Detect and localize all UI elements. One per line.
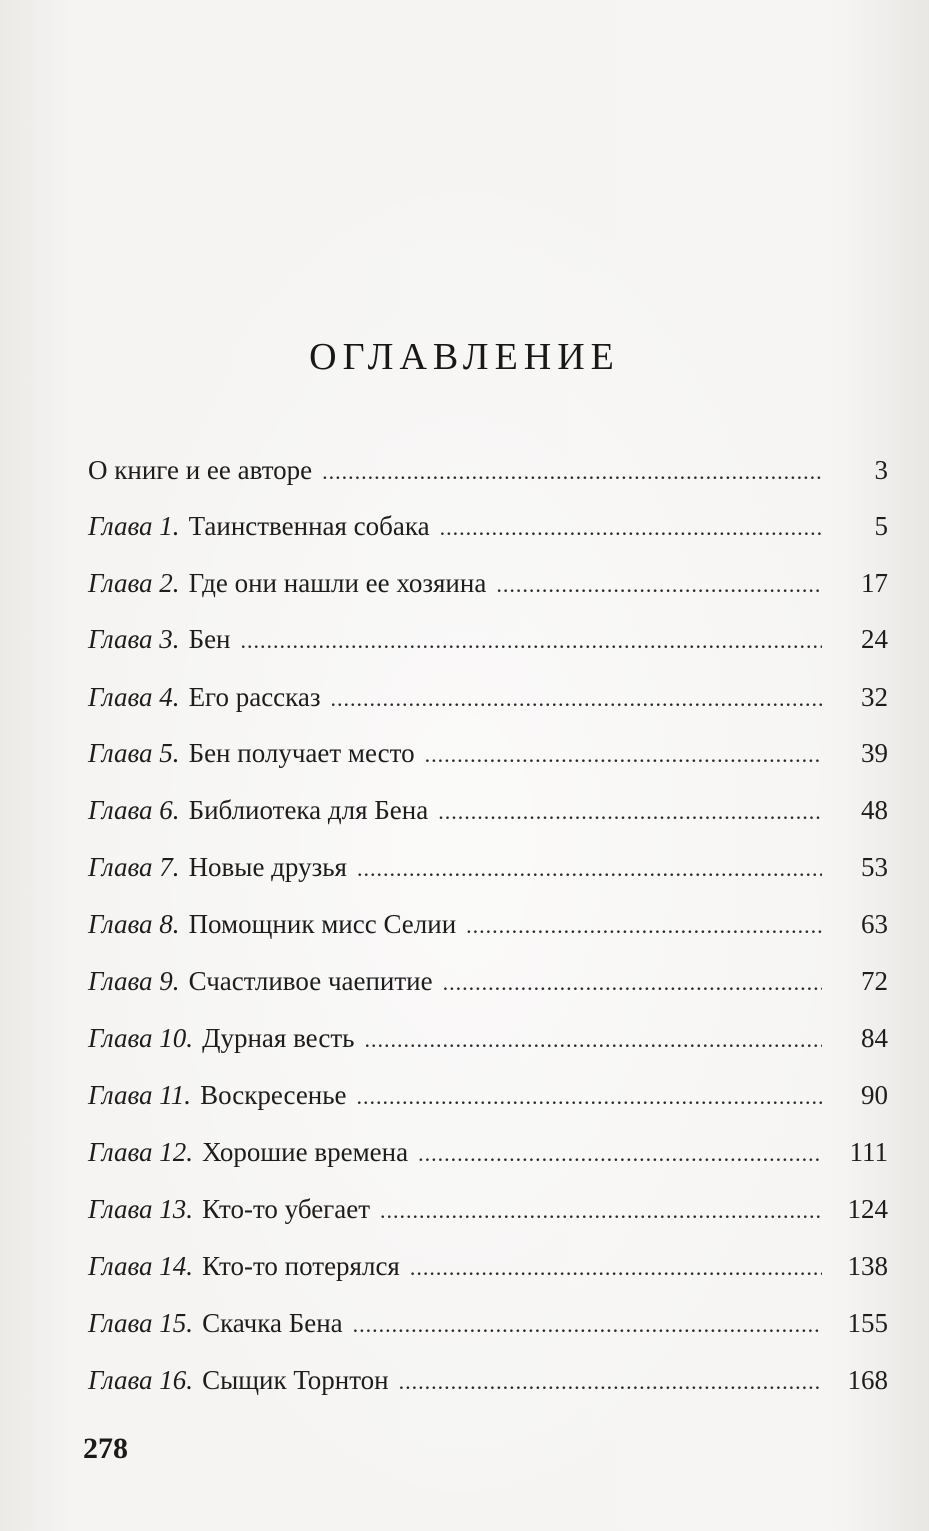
chapter-title: Бен: [188, 624, 231, 654]
dot-leader: [440, 508, 822, 548]
chapter-page-number: 168: [847, 1365, 888, 1395]
dot-leader: [496, 565, 822, 605]
dot-leader: [331, 679, 822, 719]
chapter-page-number: 138: [847, 1251, 888, 1281]
chapter-label: Глава 10.: [88, 1023, 194, 1053]
chapter-label: Глава 7.: [88, 852, 180, 882]
chapter-label: Глава 12.: [88, 1137, 194, 1167]
dot-leader: [418, 1134, 822, 1174]
chapter-page-number: 24: [861, 624, 888, 654]
chapter-page-number: 39: [861, 738, 888, 768]
chapter-title: Скачка Бена: [202, 1308, 343, 1338]
toc-entry: [88, 1075, 888, 1115]
chapter-title: Его рассказ: [188, 682, 321, 712]
toc-entry: [88, 961, 888, 1001]
toc-entry: [88, 1018, 888, 1058]
chapter-title: О книге и ее авторе: [88, 455, 313, 485]
chapter-label: Глава 8.: [88, 909, 180, 939]
chapter-title: Воскресенье: [200, 1080, 347, 1110]
dot-leader: [438, 792, 822, 832]
chapter-label: Глава 6.: [88, 795, 180, 825]
chapter-page-number: 155: [847, 1308, 888, 1338]
toc-entry: [88, 733, 888, 773]
chapter-title: Кто-то убегает: [202, 1194, 371, 1224]
chapter-title: Кто-то потерялся: [202, 1251, 400, 1281]
chapter-title: Библиотека для Бена: [188, 795, 429, 825]
toc-entry: [88, 1303, 888, 1343]
toc-entry: [88, 904, 888, 944]
dot-leader: [399, 1362, 822, 1402]
chapter-page-number: 5: [874, 511, 888, 541]
chapter-label: Глава 14.: [88, 1251, 194, 1281]
chapter-label: Глава 9.: [88, 966, 180, 996]
chapter-title: Где они нашли ее хозяина: [188, 568, 487, 598]
chapter-page-number: 63: [861, 909, 888, 939]
toc-entry: [88, 1189, 888, 1229]
chapter-label: Глава 4.: [88, 682, 180, 712]
chapter-label: Глава 16.: [88, 1365, 194, 1395]
toc-entry: [88, 677, 888, 717]
chapter-page-number: 17: [861, 568, 888, 598]
chapter-title: Помощник мисс Селии: [188, 909, 457, 939]
chapter-label: Глава 2.: [88, 568, 180, 598]
chapter-title: Бен получает место: [188, 738, 415, 768]
dot-leader: [357, 849, 822, 889]
chapter-label: Глава 1.: [88, 511, 180, 541]
chapter-label: Глава 11.: [88, 1080, 192, 1110]
toc-entry: [88, 506, 888, 546]
toc-entry: [88, 450, 888, 490]
toc-entry: [88, 1132, 888, 1172]
toc-entry: [88, 847, 888, 887]
chapter-page-number: 32: [861, 682, 888, 712]
chapter-title: Новые друзья: [188, 852, 347, 882]
dot-leader: [443, 963, 822, 1003]
chapter-label: Глава 5.: [88, 738, 180, 768]
chapter-title: Хорошие времена: [202, 1137, 409, 1167]
chapter-page-number: 111: [849, 1137, 888, 1167]
dot-leader: [353, 1305, 822, 1345]
toc-heading: ОГЛАВЛЕНИЕ: [309, 336, 620, 378]
toc-entry: [88, 563, 888, 603]
chapter-title: Счастливое чаепитие: [188, 966, 433, 996]
dot-leader: [241, 621, 823, 661]
toc-entry: [88, 790, 888, 830]
dot-leader: [364, 1020, 822, 1060]
page-number: 278: [83, 1432, 128, 1465]
dot-leader: [357, 1077, 822, 1117]
chapter-title: Сыщик Торнтон: [202, 1365, 389, 1395]
dot-leader: [410, 1248, 822, 1288]
dot-leader: [322, 452, 822, 492]
chapter-label: Глава 15.: [88, 1308, 194, 1338]
dot-leader: [466, 906, 822, 946]
chapter-page-number: 72: [861, 966, 888, 996]
chapter-page-number: 53: [861, 852, 888, 882]
chapter-page-number: 90: [861, 1080, 888, 1110]
chapter-title: Дурная весть: [202, 1023, 355, 1053]
chapter-title: Таинственная собака: [188, 511, 430, 541]
dot-leader: [380, 1191, 822, 1231]
chapter-page-number: 48: [861, 795, 888, 825]
dot-leader: [425, 735, 822, 775]
chapter-page-number: 3: [874, 455, 888, 485]
toc-entry: [88, 619, 888, 659]
toc-entry: [88, 1246, 888, 1286]
chapter-label: Глава 3.: [88, 624, 180, 654]
chapter-label: Глава 13.: [88, 1194, 194, 1224]
chapter-page-number: 84: [861, 1023, 888, 1053]
toc-entry: [88, 1360, 888, 1400]
chapter-page-number: 124: [847, 1194, 888, 1224]
